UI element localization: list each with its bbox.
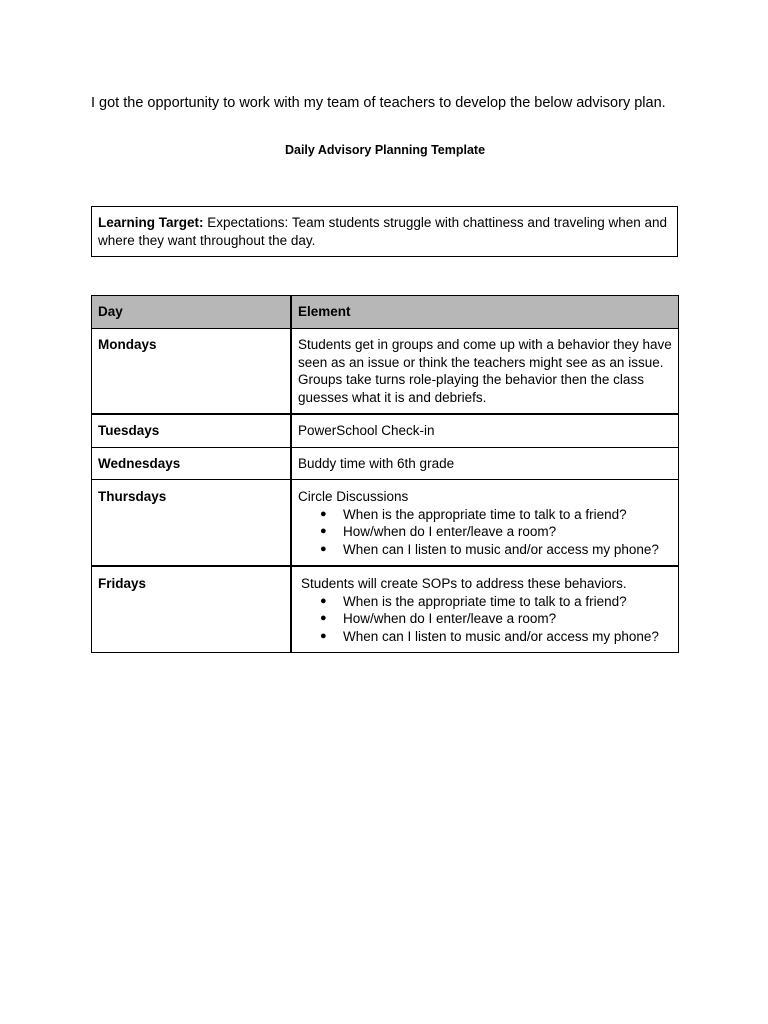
- element-lead-text: Students will create SOPs to address these behaviors.: [301, 576, 627, 591]
- table-row: [92, 329, 679, 415]
- table-header-row: [92, 296, 679, 329]
- bullet-icon: ●: [320, 629, 327, 642]
- day-cell: Thursdays: [92, 480, 292, 567]
- intro-paragraph: I got the opportunity to work with my team of teachers to develop the below advisory plan.: [91, 95, 666, 111]
- table-row: [92, 414, 679, 447]
- question-list: [298, 593, 672, 646]
- list-item: [320, 628, 672, 646]
- question-list: [298, 506, 672, 559]
- list-item-text: When can I listen to music and/or access my phone?: [343, 628, 659, 644]
- table-row: [92, 566, 679, 653]
- bullet-icon: ●: [320, 542, 327, 555]
- element-cell: PowerSchool Check-in: [291, 414, 679, 447]
- learning-target-box: [91, 206, 678, 257]
- list-item: [320, 506, 672, 524]
- list-item: [320, 610, 672, 628]
- bullet-icon: ●: [320, 525, 327, 537]
- day-cell: Mondays: [92, 329, 292, 415]
- list-item-text: How/when do I enter/leave a room?: [343, 611, 557, 626]
- bullet-icon: ●: [320, 507, 327, 520]
- element-column-header: Element: [291, 296, 679, 329]
- advisory-plan-table: [91, 295, 679, 653]
- list-item-text: When is the appropriate time to talk to a friend?: [343, 593, 627, 609]
- learning-target-label: Learning Target:: [98, 215, 204, 230]
- element-cell: Students get in groups and come up with a behavior they have seen as an issue or think the teachers might see as an issue. Groups take turns role-playing the behavior then the class guesses what it is and debriefs.: [291, 329, 679, 415]
- list-item-text: When can I listen to music and/or access my phone?: [343, 541, 659, 557]
- day-cell: Wednesdays: [92, 447, 292, 480]
- element-lead-text: Circle Discussions: [298, 489, 409, 504]
- table-row: [92, 447, 679, 480]
- bullet-icon: ●: [320, 612, 327, 624]
- learning-target-text: Expectations: Team students struggle with chattiness and traveling when and where they want throughout the day.: [98, 215, 668, 248]
- list-item: [320, 523, 672, 541]
- day-column-header: Day: [92, 296, 292, 329]
- element-cell: [291, 566, 679, 653]
- list-item-text: How/when do I enter/leave a room?: [343, 524, 557, 539]
- list-item: [320, 541, 672, 559]
- element-cell: [291, 480, 679, 567]
- list-item-text: When is the appropriate time to talk to a friend?: [343, 506, 627, 522]
- table-row: [92, 480, 679, 567]
- bullet-icon: ●: [320, 594, 327, 607]
- list-item: [320, 593, 672, 611]
- day-cell: Fridays: [92, 566, 292, 653]
- page-title: Daily Advisory Planning Template: [284, 143, 486, 157]
- day-cell: Tuesdays: [92, 414, 292, 447]
- element-cell: Buddy time with 6th grade: [291, 447, 679, 480]
